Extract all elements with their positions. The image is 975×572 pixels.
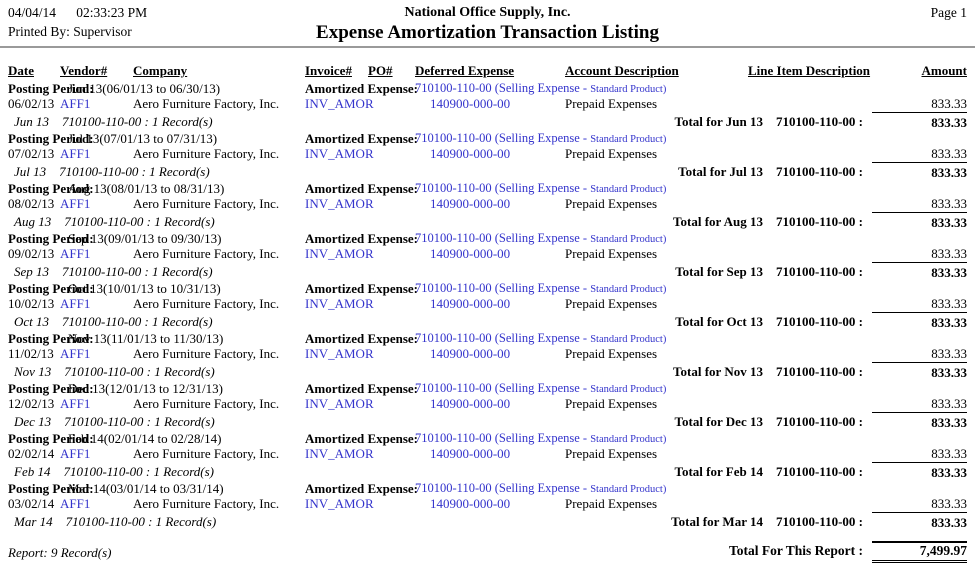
deferred-expense-account-link[interactable]	[415, 431, 666, 447]
transaction-detail-row	[0, 496, 975, 512]
account-description: Prepaid Expenses	[565, 296, 658, 311]
period-record-count: Feb 14 710100-110-00 : 1 Record(s)	[14, 464, 215, 479]
period-record-count: Jun 13 710100-110-00 : 1 Record(s)	[14, 114, 213, 129]
posting-period-value: Aug 13(08/01/13 to 08/31/13)	[68, 181, 225, 196]
deferred-account-description[interactable]: Standard Product)	[590, 134, 667, 145]
deferred-expense-account-link[interactable]	[415, 481, 666, 497]
deferred-expense-account-link[interactable]	[415, 281, 666, 297]
vendor-company-name: Aero Furniture Factory, Inc.	[133, 446, 280, 461]
period-total-label: Total for Aug 13 710100-110-00 :	[673, 214, 863, 229]
col-header-date: Date	[8, 63, 34, 78]
account-description: Prepaid Expenses	[565, 146, 658, 161]
period-total-label: Total for Jul 13 710100-110-00 :	[678, 164, 863, 179]
account-description: Prepaid Expenses	[565, 246, 658, 261]
deferred-detail-account-link[interactable]: 140900-000-00	[430, 346, 511, 361]
deferred-account-number[interactable]: 710100-110-00 (Selling Expense -	[415, 281, 591, 295]
vendor-number-link[interactable]: AFF1	[60, 396, 91, 411]
invoice-number-link[interactable]: INV_AMOR	[305, 146, 374, 161]
report-record-count: Report: 9 Record(s)	[8, 545, 112, 560]
period-record-count: Oct 13 710100-110-00 : 1 Record(s)	[14, 314, 213, 329]
account-description: Prepaid Expenses	[565, 396, 658, 411]
deferred-expense-account-link[interactable]	[415, 131, 666, 147]
transaction-amount: 833.33	[931, 246, 967, 261]
invoice-number-link[interactable]: INV_AMOR	[305, 346, 374, 361]
deferred-account-description[interactable]: Standard Product)	[590, 434, 667, 445]
period-total-row	[0, 262, 975, 281]
deferred-account-number[interactable]: 710100-110-00 (Selling Expense -	[415, 181, 591, 195]
deferred-expense-account-link[interactable]	[415, 231, 666, 247]
col-header-invoice: Invoice#	[305, 63, 352, 78]
period-total-amount: 833.33	[872, 462, 967, 482]
amortized-expense-label: Amortized Expense:	[305, 331, 419, 346]
vendor-company-name: Aero Furniture Factory, Inc.	[133, 496, 280, 511]
transaction-amount: 833.33	[931, 396, 967, 411]
period-group	[0, 81, 975, 131]
period-total-row	[0, 362, 975, 381]
period-total-label: Total for Sep 13 710100-110-00 :	[675, 264, 863, 279]
vendor-number-link[interactable]: AFF1	[60, 296, 91, 311]
report-title: Expense Amortization Transaction Listing	[316, 22, 659, 43]
period-total-label: Total for Nov 13 710100-110-00 :	[673, 364, 863, 379]
period-group	[0, 381, 975, 431]
period-total-row	[0, 112, 975, 131]
amortized-expense-label: Amortized Expense:	[305, 381, 419, 396]
column-header-row	[0, 48, 975, 81]
transaction-amount: 833.33	[931, 146, 967, 161]
amortized-expense-label: Amortized Expense:	[305, 481, 419, 496]
report-footer	[0, 537, 975, 572]
vendor-number-link[interactable]: AFF1	[60, 196, 91, 211]
posting-period-label: Posting Period:	[8, 381, 94, 396]
account-description: Prepaid Expenses	[565, 196, 658, 211]
vendor-company-name: Aero Furniture Factory, Inc.	[133, 246, 280, 261]
posting-period-label: Posting Period:	[8, 281, 94, 296]
posting-period-label: Posting Period:	[8, 231, 94, 246]
posting-period-row	[0, 331, 975, 346]
posting-period-row	[0, 81, 975, 96]
vendor-number-link[interactable]: AFF1	[60, 146, 91, 161]
vendor-company-name: Aero Furniture Factory, Inc.	[133, 196, 280, 211]
posting-period-value: Mar 14(03/01/14 to 03/31/14)	[68, 481, 224, 496]
period-record-count: Aug 13 710100-110-00 : 1 Record(s)	[14, 214, 215, 229]
vendor-company-name: Aero Furniture Factory, Inc.	[133, 346, 280, 361]
vendor-number-link[interactable]: AFF1	[60, 96, 91, 111]
period-total-amount: 833.33	[872, 112, 967, 132]
deferred-detail-account-link[interactable]: 140900-000-00	[430, 246, 511, 261]
deferred-account-number[interactable]: 710100-110-00 (Selling Expense -	[415, 431, 591, 445]
period-total-amount: 833.33	[872, 312, 967, 332]
period-record-count: Jul 13 710100-110-00 : 1 Record(s)	[14, 164, 210, 179]
col-header-amount: Amount	[921, 63, 967, 78]
transaction-date: 02/02/14	[8, 446, 55, 461]
transaction-date: 11/02/13	[8, 346, 54, 361]
deferred-account-description[interactable]: Standard Product)	[590, 184, 667, 195]
transaction-amount: 833.33	[931, 346, 967, 361]
posting-period-label: Posting Period:	[8, 81, 94, 96]
transaction-detail-row	[0, 96, 975, 112]
transaction-amount: 833.33	[931, 96, 967, 111]
report-total-amount: 7,499.97	[872, 541, 967, 563]
posting-period-value: Jun 13(06/01/13 to 06/30/13)	[68, 81, 221, 96]
deferred-account-description[interactable]: Standard Product)	[590, 284, 667, 295]
period-total-row	[0, 162, 975, 181]
deferred-account-number[interactable]: 710100-110-00 (Selling Expense -	[415, 81, 591, 95]
invoice-number-link[interactable]: INV_AMOR	[305, 296, 374, 311]
period-total-label: Total for Dec 13 710100-110-00 :	[674, 414, 863, 429]
deferred-detail-account-link[interactable]: 140900-000-00	[430, 196, 511, 211]
company-name: National Office Supply, Inc.	[404, 5, 571, 20]
report-datetime: 04/04/14 02:33:23 PM	[8, 5, 148, 20]
posting-period-row	[0, 231, 975, 246]
posting-period-label: Posting Period:	[8, 481, 94, 496]
vendor-number-link[interactable]: AFF1	[60, 246, 91, 261]
period-total-label: Total for Oct 13 710100-110-00 :	[675, 314, 863, 329]
transaction-amount: 833.33	[931, 446, 967, 461]
posting-period-value: Feb 14(02/01/14 to 02/28/14)	[68, 431, 222, 446]
vendor-company-name: Aero Furniture Factory, Inc.	[133, 146, 280, 161]
transaction-detail-row	[0, 396, 975, 412]
period-total-amount: 833.33	[872, 212, 967, 232]
report-total-label: Total For This Report :	[728, 543, 863, 558]
period-total-amount: 833.33	[872, 162, 967, 182]
account-description: Prepaid Expenses	[565, 446, 658, 461]
deferred-account-description[interactable]: Standard Product)	[590, 384, 667, 395]
account-description: Prepaid Expenses	[565, 96, 658, 111]
period-total-amount: 833.33	[872, 262, 967, 282]
amortized-expense-label: Amortized Expense:	[305, 281, 419, 296]
period-total-amount: 833.33	[872, 362, 967, 382]
deferred-detail-account-link[interactable]: 140900-000-00	[430, 146, 511, 161]
posting-period-value: Jul 13(07/01/13 to 07/31/13)	[68, 131, 218, 146]
deferred-expense-account-link[interactable]	[415, 81, 666, 97]
posting-period-label: Posting Period:	[8, 431, 94, 446]
period-group	[0, 481, 975, 531]
period-record-count: Mar 14 710100-110-00 : 1 Record(s)	[14, 514, 217, 529]
period-group	[0, 231, 975, 281]
period-group	[0, 281, 975, 331]
vendor-company-name: Aero Furniture Factory, Inc.	[133, 296, 280, 311]
period-total-label: Total for Jun 13 710100-110-00 :	[674, 114, 863, 129]
posting-period-label: Posting Period:	[8, 131, 94, 146]
transaction-detail-row	[0, 246, 975, 262]
deferred-account-description[interactable]: Standard Product)	[590, 84, 667, 95]
deferred-detail-account-link[interactable]: 140900-000-00	[430, 396, 511, 411]
page-number: Page 1	[930, 5, 967, 20]
deferred-account-number[interactable]: 710100-110-00 (Selling Expense -	[415, 331, 591, 345]
invoice-number-link[interactable]: INV_AMOR	[305, 396, 374, 411]
col-header-deferred-expense: Deferred Expense	[415, 63, 515, 78]
amortized-expense-label: Amortized Expense:	[305, 131, 419, 146]
period-total-row	[0, 462, 975, 481]
col-header-account-description: Account Description	[565, 63, 679, 78]
posting-period-value: Oct 13(10/01/13 to 10/31/13)	[68, 281, 221, 296]
posting-period-row	[0, 481, 975, 496]
invoice-number-link[interactable]: INV_AMOR	[305, 246, 374, 261]
col-header-line-item-description: Line Item Description	[748, 63, 871, 78]
transaction-detail-row	[0, 346, 975, 362]
posting-period-row	[0, 381, 975, 396]
invoice-number-link[interactable]: INV_AMOR	[305, 496, 374, 511]
transaction-detail-row	[0, 446, 975, 462]
transaction-date: 12/02/13	[8, 396, 55, 411]
transaction-amount: 833.33	[931, 296, 967, 311]
deferred-account-number[interactable]: 710100-110-00 (Selling Expense -	[415, 381, 591, 395]
vendor-number-link[interactable]: AFF1	[60, 346, 91, 361]
col-header-company: Company	[133, 63, 188, 78]
posting-period-row	[0, 281, 975, 296]
posting-period-label: Posting Period:	[8, 331, 94, 346]
transaction-groups	[0, 81, 975, 531]
period-total-amount: 833.33	[872, 512, 967, 532]
deferred-account-number[interactable]: 710100-110-00 (Selling Expense -	[415, 481, 591, 495]
period-group	[0, 331, 975, 381]
period-total-row	[0, 412, 975, 431]
vendor-number-link[interactable]: AFF1	[60, 446, 91, 461]
posting-period-label: Posting Period:	[8, 181, 94, 196]
period-total-label: Total for Feb 14 710100-110-00 :	[674, 464, 863, 479]
col-header-vendor: Vendor#	[60, 63, 108, 78]
transaction-date: 08/02/13	[8, 196, 55, 211]
transaction-date: 03/02/14	[8, 496, 55, 511]
deferred-detail-account-link[interactable]: 140900-000-00	[430, 496, 511, 511]
posting-period-value: Sep 13(09/01/13 to 09/30/13)	[68, 231, 222, 246]
account-description: Prepaid Expenses	[565, 496, 658, 511]
account-description: Prepaid Expenses	[565, 346, 658, 361]
amortized-expense-label: Amortized Expense:	[305, 231, 419, 246]
transaction-detail-row	[0, 146, 975, 162]
vendor-company-name: Aero Furniture Factory, Inc.	[133, 96, 280, 111]
invoice-number-link[interactable]: INV_AMOR	[305, 96, 374, 111]
period-group	[0, 431, 975, 481]
amortized-expense-label: Amortized Expense:	[305, 431, 419, 446]
transaction-amount: 833.33	[931, 496, 967, 511]
col-header-po: PO#	[368, 63, 393, 78]
vendor-number-link[interactable]: AFF1	[60, 496, 91, 511]
period-total-label: Total for Mar 14 710100-110-00 :	[671, 514, 863, 529]
amortized-expense-label: Amortized Expense:	[305, 181, 419, 196]
transaction-date: 06/02/13	[8, 96, 55, 111]
posting-period-value: Dec 13(12/01/13 to 12/31/13)	[68, 381, 223, 396]
transaction-date: 07/02/13	[8, 146, 55, 161]
period-group	[0, 131, 975, 181]
deferred-account-number[interactable]: 710100-110-00 (Selling Expense -	[415, 231, 591, 245]
period-group	[0, 181, 975, 231]
amortized-expense-label: Amortized Expense:	[305, 81, 419, 96]
printed-by: Printed By: Supervisor	[8, 24, 132, 39]
period-total-row	[0, 512, 975, 531]
period-record-count: Nov 13 710100-110-00 : 1 Record(s)	[14, 364, 215, 379]
deferred-account-description[interactable]: Standard Product)	[590, 484, 667, 495]
posting-period-row	[0, 431, 975, 446]
invoice-number-link[interactable]: INV_AMOR	[305, 446, 374, 461]
period-record-count: Dec 13 710100-110-00 : 1 Record(s)	[14, 414, 215, 429]
deferred-account-number[interactable]: 710100-110-00 (Selling Expense -	[415, 131, 591, 145]
deferred-expense-account-link[interactable]	[415, 381, 666, 397]
period-total-row	[0, 312, 975, 331]
posting-period-row	[0, 181, 975, 196]
deferred-detail-account-link[interactable]: 140900-000-00	[430, 446, 511, 461]
transaction-detail-row	[0, 296, 975, 312]
transaction-detail-row	[0, 196, 975, 212]
transaction-date: 09/02/13	[8, 246, 55, 261]
period-total-amount: 833.33	[872, 412, 967, 432]
invoice-number-link[interactable]: INV_AMOR	[305, 196, 374, 211]
vendor-company-name: Aero Furniture Factory, Inc.	[133, 396, 280, 411]
deferred-expense-account-link[interactable]	[415, 331, 666, 347]
posting-period-row	[0, 131, 975, 146]
transaction-amount: 833.33	[931, 196, 967, 211]
period-record-count: Sep 13 710100-110-00 : 1 Record(s)	[14, 264, 213, 279]
posting-period-value: Nov 13(11/01/13 to 11/30/13)	[68, 331, 224, 346]
deferred-detail-account-link[interactable]: 140900-000-00	[430, 96, 511, 111]
report-header	[0, 0, 975, 46]
deferred-account-description[interactable]: Standard Product)	[590, 334, 667, 345]
deferred-detail-account-link[interactable]: 140900-000-00	[430, 296, 511, 311]
deferred-account-description[interactable]: Standard Product)	[590, 234, 667, 245]
deferred-expense-account-link[interactable]	[415, 181, 666, 197]
transaction-date: 10/02/13	[8, 296, 55, 311]
period-total-row	[0, 212, 975, 231]
